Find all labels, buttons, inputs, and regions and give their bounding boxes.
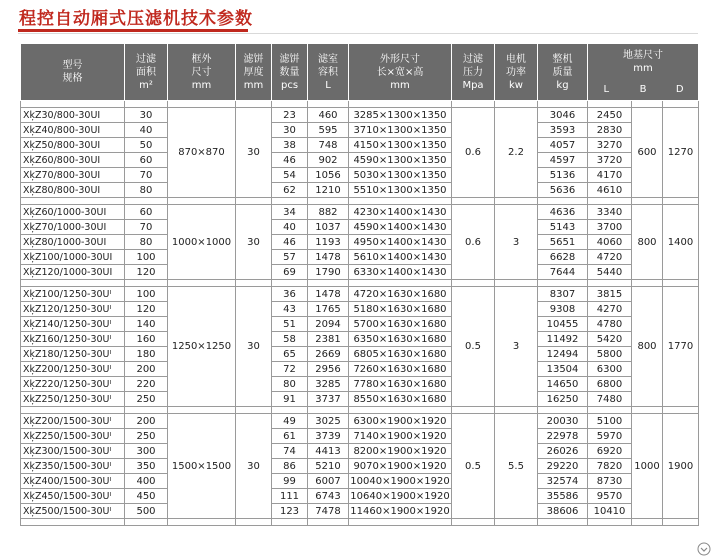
cell-base-l: 5440 bbox=[588, 265, 632, 280]
cell-model: XķZ400/1500-30Uᴵ bbox=[21, 474, 125, 489]
cell-volume: 2381 bbox=[308, 332, 349, 347]
cell-base-l: 4780 bbox=[588, 317, 632, 332]
table-row bbox=[21, 168, 699, 183]
cell-model: XķZ70/1000-30UI bbox=[21, 220, 125, 235]
cell-base-l: 4270 bbox=[588, 302, 632, 317]
cell-dims: 7260×1630×1680 bbox=[349, 362, 452, 377]
cell-area: 40 bbox=[125, 123, 168, 138]
cell-count: 57 bbox=[272, 250, 308, 265]
cell-dims: 4590×1400×1430 bbox=[349, 220, 452, 235]
table-row bbox=[21, 153, 699, 168]
header-volume bbox=[308, 44, 349, 101]
cell-volume: 6743 bbox=[308, 489, 349, 504]
cell-base-d: 1770 bbox=[663, 287, 699, 407]
cell-volume: 1210 bbox=[308, 183, 349, 198]
cell-area: 200 bbox=[125, 362, 168, 377]
cell-model: XķZ70/800-30UI bbox=[21, 168, 125, 183]
cell-area: 50 bbox=[125, 138, 168, 153]
header-base-sub bbox=[588, 83, 698, 96]
cell-model: XķZ250/1250-30Uᴵ bbox=[21, 392, 125, 407]
cell-model: XķZ180/1250-30Uᴵ bbox=[21, 347, 125, 362]
cell-count: 65 bbox=[272, 347, 308, 362]
cell-area: 300 bbox=[125, 444, 168, 459]
cell-volume: 3285 bbox=[308, 377, 349, 392]
cell-weight: 6628 bbox=[538, 250, 588, 265]
cell-base-l: 3270 bbox=[588, 138, 632, 153]
cell-weight: 4057 bbox=[538, 138, 588, 153]
header-frame bbox=[168, 44, 236, 101]
table-row bbox=[21, 287, 699, 302]
header-base bbox=[588, 44, 699, 101]
cell-weight: 5651 bbox=[538, 235, 588, 250]
cell-base-l: 5420 bbox=[588, 332, 632, 347]
table-row bbox=[21, 444, 699, 459]
cell-pressure: 0.5 bbox=[452, 414, 495, 519]
cell-count: 86 bbox=[272, 459, 308, 474]
cell-weight: 4597 bbox=[538, 153, 588, 168]
cell-weight: 5143 bbox=[538, 220, 588, 235]
cell-area: 500 bbox=[125, 504, 168, 519]
cell-weight: 12494 bbox=[538, 347, 588, 362]
cell-volume: 4413 bbox=[308, 444, 349, 459]
cell-frame: 1000×1000 bbox=[168, 205, 236, 280]
header-base-b: B bbox=[639, 83, 647, 95]
cell-count: 61 bbox=[272, 429, 308, 444]
cell-model: XķZ30/800-30UI bbox=[21, 108, 125, 123]
cell-count: 38 bbox=[272, 138, 308, 153]
cell-area: 120 bbox=[125, 265, 168, 280]
cell-count: 40 bbox=[272, 220, 308, 235]
cell-base-b: 600 bbox=[632, 108, 663, 198]
cell-dims: 5510×1300×1350 bbox=[349, 183, 452, 198]
header-power-label: 电机 功率 kw bbox=[506, 53, 526, 91]
cell-volume: 7478 bbox=[308, 504, 349, 519]
cell-count: 69 bbox=[272, 265, 308, 280]
cell-model: XķZ60/1000-30UI bbox=[21, 205, 125, 220]
cell-base-l: 4170 bbox=[588, 168, 632, 183]
header-base-l: L bbox=[603, 83, 610, 95]
cell-base-l: 6300 bbox=[588, 362, 632, 377]
cell-weight: 5136 bbox=[538, 168, 588, 183]
table-row bbox=[21, 489, 699, 504]
cell-count: 99 bbox=[272, 474, 308, 489]
cell-area: 80 bbox=[125, 235, 168, 250]
table-body bbox=[21, 101, 699, 526]
header-pressure bbox=[452, 44, 495, 101]
cell-dims: 8200×1900×1920 bbox=[349, 444, 452, 459]
cell-base-l: 4610 bbox=[588, 183, 632, 198]
header-area bbox=[125, 44, 168, 101]
table-row bbox=[21, 504, 699, 519]
table-row bbox=[21, 474, 699, 489]
cell-volume: 3025 bbox=[308, 414, 349, 429]
cell-base-l: 3700 bbox=[588, 220, 632, 235]
cell-area: 100 bbox=[125, 287, 168, 302]
cell-count: 30 bbox=[272, 123, 308, 138]
cell-dims: 6805×1630×1680 bbox=[349, 347, 452, 362]
cell-weight: 10455 bbox=[538, 317, 588, 332]
table-row bbox=[21, 265, 699, 280]
table-row bbox=[21, 317, 699, 332]
table-row bbox=[21, 302, 699, 317]
header-weight-label: 整机 质量 kg bbox=[552, 53, 573, 91]
cell-base-l: 2830 bbox=[588, 123, 632, 138]
cell-frame: 870×870 bbox=[168, 108, 236, 198]
cell-dims: 10640×1900×1920 bbox=[350, 490, 450, 502]
page-title: 程控自动厢式压滤机技术参数 bbox=[19, 9, 253, 29]
cell-count: 91 bbox=[272, 392, 308, 407]
cell-area: 60 bbox=[125, 153, 168, 168]
header-dims-label: 外形尺寸 长×宽×高 mm bbox=[376, 53, 424, 91]
cell-volume: 6007 bbox=[308, 474, 349, 489]
header-weight bbox=[538, 44, 588, 101]
cell-count: 49 bbox=[272, 414, 308, 429]
cell-volume: 1765 bbox=[308, 302, 349, 317]
header-frame-label: 框外 尺寸 mm bbox=[191, 53, 212, 91]
cell-base-l: 6920 bbox=[588, 444, 632, 459]
expand-icon[interactable] bbox=[697, 542, 711, 556]
cell-model: XķZ300/1500-30Uᴵ bbox=[21, 444, 125, 459]
cell-area: 180 bbox=[125, 347, 168, 362]
cell-power: 5.5 bbox=[495, 414, 538, 519]
cell-volume: 1056 bbox=[308, 168, 349, 183]
cell-weight: 16250 bbox=[538, 392, 588, 407]
cell-weight: 7644 bbox=[538, 265, 588, 280]
cell-model: XķZ100/1250-30Uᴵ bbox=[21, 287, 125, 302]
cell-power: 3 bbox=[495, 287, 538, 407]
cell-count: 46 bbox=[272, 153, 308, 168]
cell-power: 2.2 bbox=[495, 108, 538, 198]
cell-dims: 8550×1630×1680 bbox=[349, 392, 452, 407]
cell-volume: 2956 bbox=[308, 362, 349, 377]
cell-count: 51 bbox=[272, 317, 308, 332]
cell-dims: 5030×1300×1350 bbox=[349, 168, 452, 183]
cell-count: 123 bbox=[272, 504, 308, 519]
cell-dims: 4720×1630×1680 bbox=[349, 287, 452, 302]
cell-power: 3 bbox=[495, 205, 538, 280]
header-pressure-label: 过滤 压力 Mpa bbox=[462, 53, 484, 91]
cell-base-l: 2450 bbox=[588, 108, 632, 123]
cell-dims: 11460×1900×1920 bbox=[350, 505, 450, 517]
cell-model: XķZ450/1500-30Uᴵ bbox=[21, 489, 125, 504]
table-row bbox=[21, 250, 699, 265]
header-base-label: 地基尺寸 mm bbox=[623, 49, 664, 74]
cell-model: XķZ60/800-30UI bbox=[21, 153, 125, 168]
cell-weight: 13504 bbox=[538, 362, 588, 377]
cell-dims: 5180×1630×1680 bbox=[349, 302, 452, 317]
cell-count: 62 bbox=[272, 183, 308, 198]
cell-base-b: 800 bbox=[632, 287, 663, 407]
cell-weight: 8307 bbox=[538, 287, 588, 302]
table-row bbox=[21, 392, 699, 407]
cell-count: 46 bbox=[272, 235, 308, 250]
group-spacer bbox=[21, 407, 699, 414]
cell-weight: 32574 bbox=[538, 474, 588, 489]
cell-model: XķZ200/1500-30Uᴵ bbox=[21, 414, 125, 429]
table-row bbox=[21, 459, 699, 474]
cell-volume: 2094 bbox=[308, 317, 349, 332]
cell-dims: 4150×1300×1350 bbox=[349, 138, 452, 153]
cell-base-l: 5800 bbox=[588, 347, 632, 362]
cell-weight: 3046 bbox=[538, 108, 588, 123]
cell-dims: 5700×1630×1680 bbox=[349, 317, 452, 332]
cell-base-l: 7480 bbox=[588, 392, 632, 407]
cell-dims: 3710×1300×1350 bbox=[349, 123, 452, 138]
cell-thick: 30 bbox=[236, 205, 272, 280]
cell-area: 160 bbox=[125, 332, 168, 347]
cell-volume: 5210 bbox=[308, 459, 349, 474]
cell-base-l: 10410 bbox=[588, 504, 632, 519]
table-row bbox=[21, 108, 699, 123]
table-row bbox=[21, 362, 699, 377]
cell-dims: 7140×1900×1920 bbox=[349, 429, 452, 444]
spec-table bbox=[20, 43, 699, 526]
header-thick bbox=[236, 44, 272, 101]
cell-volume: 3737 bbox=[308, 392, 349, 407]
table-row bbox=[21, 429, 699, 444]
cell-weight: 29220 bbox=[538, 459, 588, 474]
cell-area: 100 bbox=[125, 250, 168, 265]
cell-thick: 30 bbox=[236, 414, 272, 519]
cell-model: XķZ120/1000-30UI bbox=[21, 265, 125, 280]
cell-model: XķZ500/1500-30Uᴵ bbox=[21, 504, 125, 519]
group-spacer bbox=[21, 198, 699, 205]
cell-area: 30 bbox=[125, 108, 168, 123]
cell-weight: 26026 bbox=[538, 444, 588, 459]
title-underline bbox=[18, 29, 248, 32]
cell-area: 140 bbox=[125, 317, 168, 332]
cell-weight: 5636 bbox=[538, 183, 588, 198]
cell-volume: 1790 bbox=[308, 265, 349, 280]
cell-area: 80 bbox=[125, 183, 168, 198]
table-row bbox=[21, 123, 699, 138]
header-count bbox=[272, 44, 308, 101]
header-area-label: 过滤 面积 m² bbox=[136, 53, 156, 91]
cell-count: 72 bbox=[272, 362, 308, 377]
cell-count: 23 bbox=[272, 108, 308, 123]
cell-count: 43 bbox=[272, 302, 308, 317]
cell-weight: 11492 bbox=[538, 332, 588, 347]
cell-volume: 1478 bbox=[308, 250, 349, 265]
table-row bbox=[21, 235, 699, 250]
header-base-d: D bbox=[675, 83, 684, 95]
cell-dims: 4230×1400×1430 bbox=[349, 205, 452, 220]
cell-area: 70 bbox=[125, 220, 168, 235]
header-thick-label: 滤饼 厚度 mm bbox=[243, 53, 264, 91]
cell-area: 250 bbox=[125, 429, 168, 444]
cell-model: XķZ50/800-30UI bbox=[21, 138, 125, 153]
header-volume-label: 滤室 容积 L bbox=[318, 53, 338, 91]
cell-dims: 4950×1400×1430 bbox=[349, 235, 452, 250]
cell-dims: 5610×1400×1430 bbox=[349, 250, 452, 265]
cell-base-l: 3340 bbox=[588, 205, 632, 220]
cell-dims: 6330×1400×1430 bbox=[349, 265, 452, 280]
cell-weight: 20030 bbox=[538, 414, 588, 429]
cell-area: 400 bbox=[125, 474, 168, 489]
table-row bbox=[21, 414, 699, 429]
cell-area: 60 bbox=[125, 205, 168, 220]
cell-weight: 3593 bbox=[538, 123, 588, 138]
cell-count: 80 bbox=[272, 377, 308, 392]
cell-model: XķZ200/1250-30Uᴵ bbox=[21, 362, 125, 377]
cell-area: 450 bbox=[125, 489, 168, 504]
cell-count: 36 bbox=[272, 287, 308, 302]
header-model bbox=[21, 44, 125, 101]
group-spacer bbox=[21, 519, 699, 526]
cell-weight: 4636 bbox=[538, 205, 588, 220]
group-spacer bbox=[21, 280, 699, 287]
cell-pressure: 0.5 bbox=[452, 287, 495, 407]
cell-weight: 22978 bbox=[538, 429, 588, 444]
cell-base-d: 1400 bbox=[663, 205, 699, 280]
cell-frame: 1250×1250 bbox=[168, 287, 236, 407]
cell-volume: 748 bbox=[308, 138, 349, 153]
cell-model: XķZ80/1000-30UI bbox=[21, 235, 125, 250]
table-row bbox=[21, 183, 699, 198]
cell-count: 34 bbox=[272, 205, 308, 220]
cell-frame: 1500×1500 bbox=[168, 414, 236, 519]
cell-base-l: 4060 bbox=[588, 235, 632, 250]
cell-volume: 2669 bbox=[308, 347, 349, 362]
cell-pressure: 0.6 bbox=[452, 108, 495, 198]
cell-base-l: 3815 bbox=[588, 287, 632, 302]
header-dims bbox=[349, 44, 452, 101]
cell-weight: 9308 bbox=[538, 302, 588, 317]
cell-dims: 6350×1630×1680 bbox=[349, 332, 452, 347]
cell-model: XķZ120/1250-30Uᴵ bbox=[21, 302, 125, 317]
cell-base-l: 6800 bbox=[588, 377, 632, 392]
cell-model: XķZ140/1250-30Uᴵ bbox=[21, 317, 125, 332]
cell-area: 250 bbox=[125, 392, 168, 407]
cell-dims: 10040×1900×1920 bbox=[350, 475, 450, 487]
cell-count: 74 bbox=[272, 444, 308, 459]
cell-weight: 35586 bbox=[538, 489, 588, 504]
table-header bbox=[21, 44, 699, 101]
cell-dims: 4590×1300×1350 bbox=[349, 153, 452, 168]
header-power bbox=[495, 44, 538, 101]
cell-dims: 6300×1900×1920 bbox=[349, 414, 452, 429]
cell-model: XķZ160/1250-30Uᴵ bbox=[21, 332, 125, 347]
cell-area: 220 bbox=[125, 377, 168, 392]
cell-volume: 3739 bbox=[308, 429, 349, 444]
cell-base-l: 9570 bbox=[588, 489, 632, 504]
cell-thick: 30 bbox=[236, 108, 272, 198]
cell-area: 200 bbox=[125, 414, 168, 429]
cell-base-l: 5970 bbox=[588, 429, 632, 444]
cell-volume: 1193 bbox=[308, 235, 349, 250]
cell-volume: 1037 bbox=[308, 220, 349, 235]
cell-area: 350 bbox=[125, 459, 168, 474]
cell-dims: 9070×1900×1920 bbox=[349, 459, 452, 474]
header-model-label: 型号 规格 bbox=[62, 60, 83, 84]
cell-base-l: 4720 bbox=[588, 250, 632, 265]
cell-base-d: 1900 bbox=[663, 414, 699, 519]
cell-volume: 1478 bbox=[308, 287, 349, 302]
cell-volume: 902 bbox=[308, 153, 349, 168]
table-row bbox=[21, 332, 699, 347]
cell-base-l: 5100 bbox=[588, 414, 632, 429]
cell-model: XķZ40/800-30UI bbox=[21, 123, 125, 138]
cell-model: XķZ350/1500-30Uᴵ bbox=[21, 459, 125, 474]
table-row bbox=[21, 377, 699, 392]
cell-base-l: 8730 bbox=[588, 474, 632, 489]
table-row bbox=[21, 205, 699, 220]
cell-pressure: 0.6 bbox=[452, 205, 495, 280]
cell-count: 54 bbox=[272, 168, 308, 183]
cell-weight: 14650 bbox=[538, 377, 588, 392]
cell-area: 120 bbox=[125, 302, 168, 317]
cell-base-b: 1000 bbox=[632, 414, 663, 519]
cell-base-l: 7820 bbox=[588, 459, 632, 474]
cell-volume: 595 bbox=[308, 123, 349, 138]
cell-count: 111 bbox=[272, 489, 308, 504]
cell-volume: 460 bbox=[308, 108, 349, 123]
cell-base-b: 800 bbox=[632, 205, 663, 280]
cell-volume: 882 bbox=[308, 205, 349, 220]
cell-base-l: 3720 bbox=[588, 153, 632, 168]
cell-dims: 3285×1300×1350 bbox=[349, 108, 452, 123]
cell-area: 70 bbox=[125, 168, 168, 183]
cell-model: XķZ100/1000-30UI bbox=[21, 250, 125, 265]
table-row bbox=[21, 347, 699, 362]
cell-weight: 38606 bbox=[538, 504, 588, 519]
cell-model: XķZ80/800-30UI bbox=[21, 183, 125, 198]
title-rule bbox=[18, 33, 698, 34]
cell-model: XķZ220/1250-30Uᴵ bbox=[21, 377, 125, 392]
cell-dims: 7780×1630×1680 bbox=[349, 377, 452, 392]
group-spacer bbox=[21, 101, 699, 108]
header-count-label: 滤饼 数量 pcs bbox=[279, 53, 300, 91]
table-row bbox=[21, 220, 699, 235]
table-row bbox=[21, 138, 699, 153]
cell-count: 58 bbox=[272, 332, 308, 347]
cell-base-d: 1270 bbox=[663, 108, 699, 198]
cell-thick: 30 bbox=[236, 287, 272, 407]
cell-model: XķZ250/1500-30Uᴵ bbox=[21, 429, 125, 444]
